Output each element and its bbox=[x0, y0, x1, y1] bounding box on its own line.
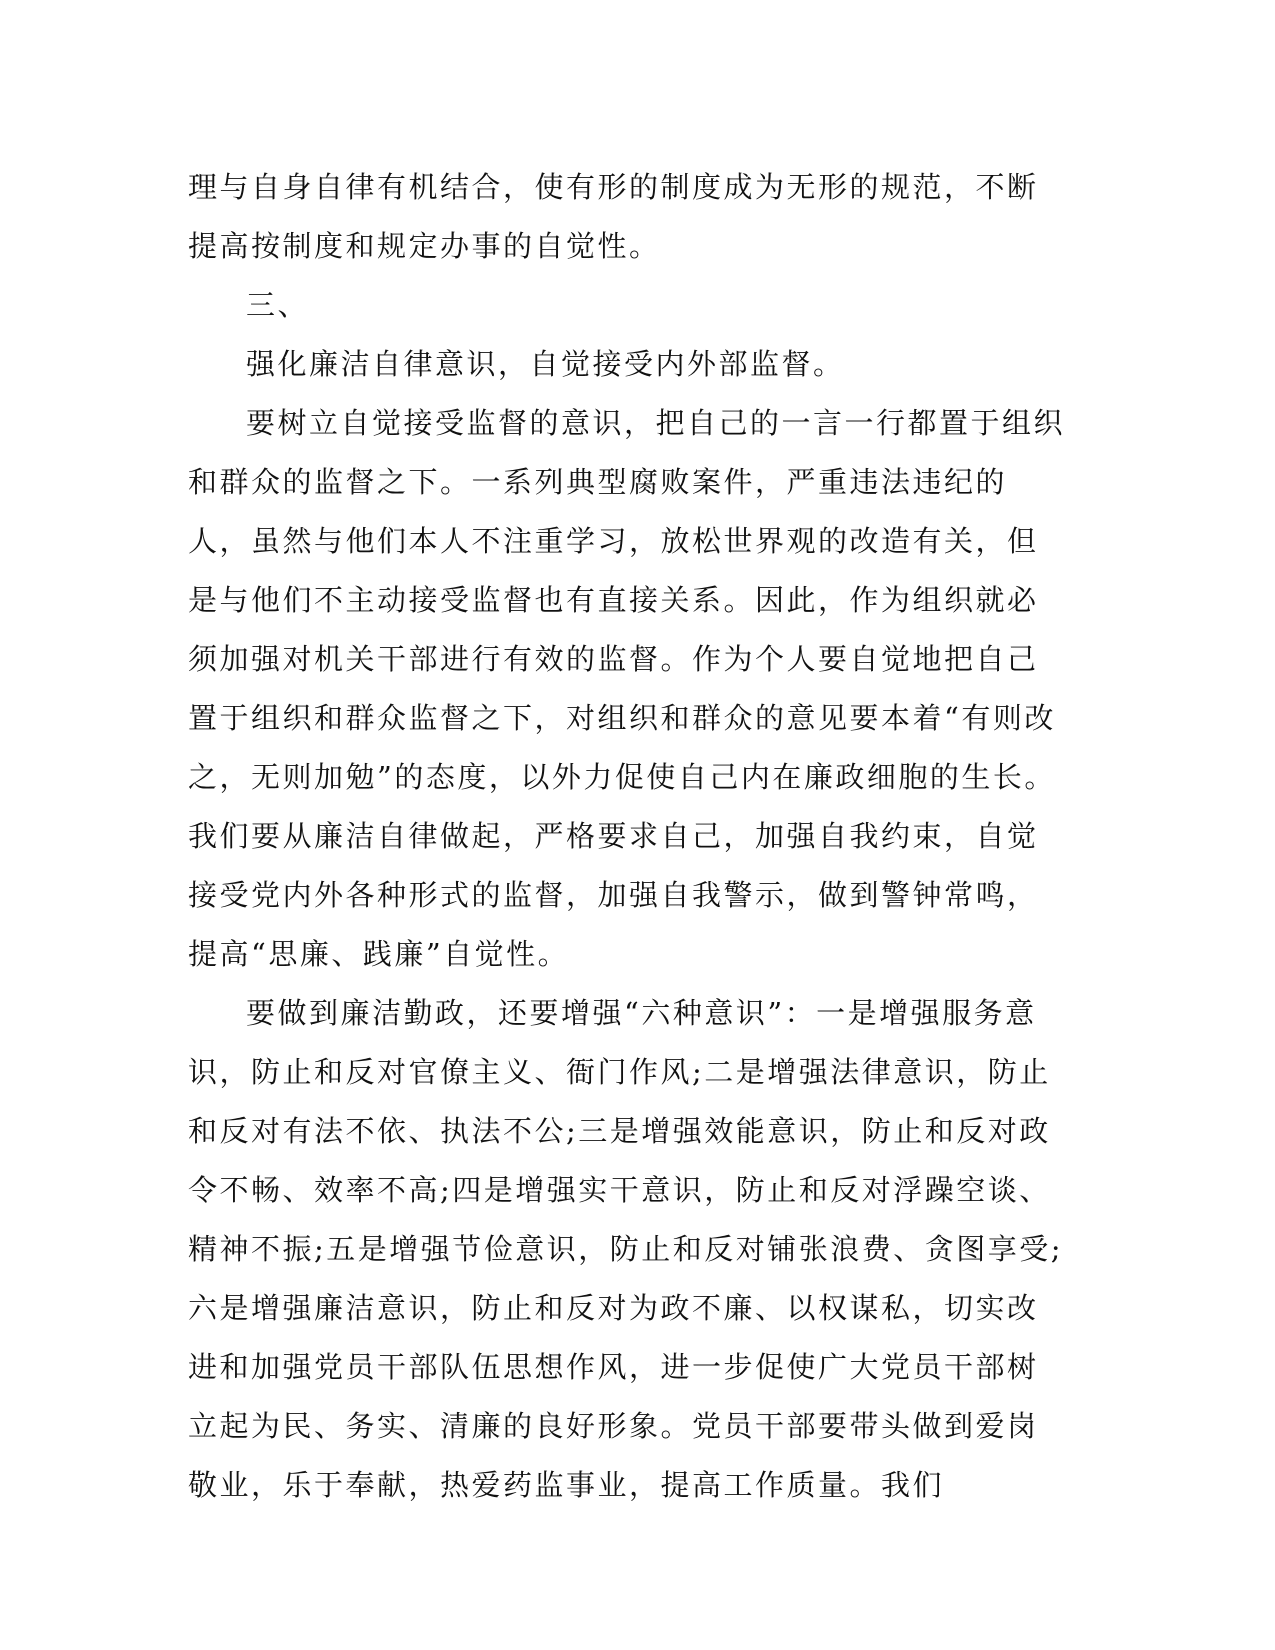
section-heading: 强化廉洁自律意识，自觉接受内外部监督。 bbox=[246, 347, 845, 381]
paragraph-continued: 理与自身自律有机结合，使有形的制度成为无形的规范，不断提高按制度和规定办事的自觉性。 bbox=[188, 170, 1039, 263]
paragraph-supervision: 要树立自觉接受监督的意识，把自己的一言一行都置于组织和群众的监督之下。一系列典型腐败案件，严重违法违纪的人，虽然与他们本人不注重学习，放松世界观的改造有关，但是与他们不主动接受监督也有直接关系。因此，作为组织就必须加强对机关干部进行有效的监督。作为个人要自觉地把自己置于组织和群众监督之下，对组织和群众的意见要本着“有则改之，无则加勉”的态度，以外力促使自己内在廉政细胞的生长。我们要从廉洁自律做起，严格要求自己，加强自我约束，自觉接受党内外各种形式的监督，加强自我警示，做到警钟常鸣，提高“思廉、践廉”自觉性。 bbox=[188, 406, 1066, 971]
document-body bbox=[188, 158, 1068, 1515]
section-number: 三、 bbox=[246, 288, 310, 322]
paragraph-six-awareness: 要做到廉洁勤政，还要增强“六种意识”：一是增强服务意识，防止和反对官僚主义、衙门作风;二是增强法律意识，防止和反对有法不依、执法不公;三是增强效能意识，防止和反对政令不畅、效率不高;四是增强实干意识，防止和反对浮躁空谈、精神不振;五是增强节俭意识，防止和反对铺张浪费、贪图享受;六是增强廉洁意识，防止和反对为政不廉、以权谋私，切实改进和加强党员干部队伍思想作风，进一步促使广大党员干部树立起为民、务实、清廉的良好形象。党员干部要带头做到爱岗敬业，乐于奉献，热爱药监事业，提高工作质量。我们 bbox=[188, 996, 1064, 1502]
